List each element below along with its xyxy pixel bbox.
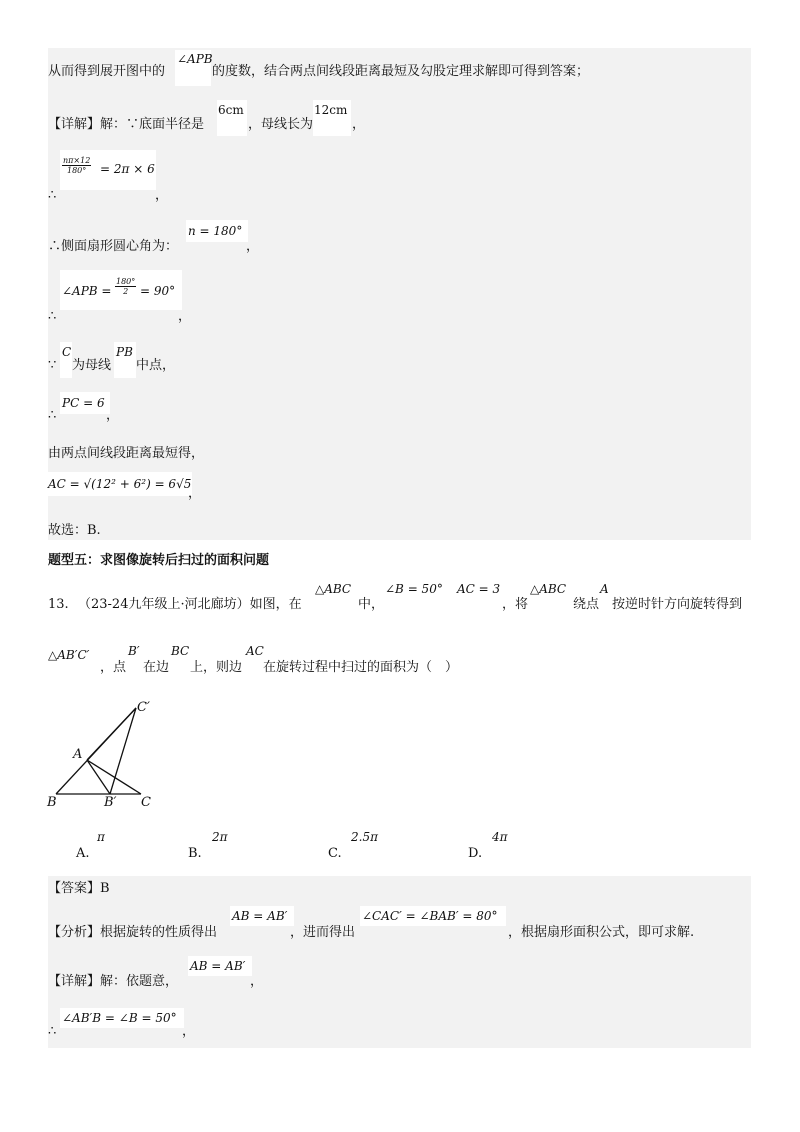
- therefore-symbol: ∴: [48, 408, 57, 423]
- therefore-symbol: ∴: [48, 188, 57, 203]
- math-ac-result: AC = √(12² + 6²) = 6√5: [48, 477, 192, 491]
- analysis-mid: ，进而得出: [290, 925, 356, 940]
- math-ab-eq-2: AB = AB′: [190, 959, 246, 973]
- math-ab-eq: AB = AB′: [232, 909, 288, 923]
- math-slant: 12cm: [314, 103, 348, 117]
- therefore-symbol: ∴: [48, 309, 57, 324]
- math-pb: PB: [116, 345, 133, 359]
- math-tri-abc-2: △ABC: [530, 582, 567, 596]
- section-title: 题型五：求图像旋转后扫过的面积问题: [48, 553, 270, 568]
- sector-line: ∴侧面扇形圆心角为：: [48, 239, 179, 254]
- detail-line-mid: ，母线长为: [248, 117, 314, 132]
- detail-line: 【详解】解：∵底面半径是: [48, 117, 205, 132]
- math-ac-3: AC = 3: [457, 582, 501, 596]
- detail-line: 【详解】解：依题意，: [48, 974, 179, 989]
- comma: ，: [182, 1024, 196, 1039]
- option-d-value: 4π: [492, 830, 508, 844]
- option-a-label: A.: [76, 846, 90, 861]
- q13-source: （23-24九年级上·河北廊坊）如图，在: [78, 597, 302, 612]
- label-b-prime: B′: [104, 795, 117, 810]
- option-b-value: 2π: [212, 830, 228, 844]
- math-c: C: [62, 345, 72, 359]
- option-a-value: π: [97, 830, 105, 844]
- option-d-label: D.: [468, 846, 483, 861]
- math-ac: AC: [246, 644, 264, 658]
- math-radius: 6cm: [218, 103, 244, 117]
- q13-text: 在边: [143, 660, 170, 675]
- math-tri-abc: △ABC: [315, 582, 352, 596]
- math-a: A: [600, 582, 609, 596]
- math-b-prime: B′: [128, 644, 140, 658]
- comma: ，: [106, 408, 120, 423]
- because-symbol: ∵: [48, 358, 57, 373]
- math-angle-b: ∠B = 50°: [385, 582, 443, 596]
- q13-text: 绕点: [573, 597, 600, 612]
- comma: ，: [178, 309, 192, 324]
- comma: ，: [246, 239, 260, 254]
- label-c: C: [141, 795, 151, 810]
- math-eq2-rhs: = 90°: [140, 284, 176, 298]
- detail-line-end: ，: [352, 117, 366, 132]
- analysis-line-cont: 的度数，结合两点间线段距离最短及勾股定理求解即可得到答案；: [212, 64, 590, 79]
- analysis-post: ，根据扇形面积公式，即可求解.: [508, 925, 695, 940]
- math-bc: BC: [171, 644, 190, 658]
- label-c-prime: C′: [137, 700, 150, 715]
- mid-text-end: 中点，: [136, 358, 176, 373]
- math-angle-eq: ∠CAC′ = ∠BAB′ = 80°: [362, 909, 498, 923]
- option-c-label: C.: [328, 846, 342, 861]
- comma: ，: [250, 974, 264, 989]
- math-pc: PC = 6: [62, 396, 105, 410]
- answer-line: 【答案】B: [48, 881, 110, 896]
- math-eq1-rest: = 2π × 6: [100, 162, 155, 176]
- option-b-label: B.: [188, 846, 202, 861]
- therefore-symbol: ∴: [48, 1024, 57, 1039]
- mid-text: 为母线: [72, 358, 112, 373]
- choose-line: 故选：B.: [48, 523, 101, 538]
- q13-text: 在旋转过程中扫过的面积为（ ）: [263, 660, 459, 675]
- math-angle-apb: ∠APB: [177, 52, 213, 66]
- label-a: A: [73, 747, 83, 762]
- shortest-line: 由两点间线段距离最短得，: [48, 446, 205, 461]
- q13-text: 按逆时针方向旋转得到: [612, 597, 743, 612]
- q13-text: 中，: [358, 597, 385, 612]
- comma: ，: [155, 188, 169, 203]
- q13-number: 13.: [48, 597, 69, 612]
- analysis-line: 从而得到展开图中的: [48, 64, 166, 79]
- analysis-line: 【分析】根据旋转的性质得出: [48, 925, 218, 940]
- q13-text: ，点: [100, 660, 127, 675]
- geometry-figure: [44, 698, 164, 818]
- math-n: n = 180°: [188, 224, 243, 238]
- math-eq2-lhs: ∠APB =: [62, 284, 112, 298]
- comma: ，: [188, 486, 202, 501]
- math-tri-abc-prime: △AB′C′: [48, 648, 90, 662]
- option-c-value: 2.5π: [351, 830, 378, 844]
- math-frac-2: $\frac{180^\circ}{2}$: [116, 277, 136, 296]
- label-b: B: [47, 795, 57, 810]
- math-frac-1: $\frac{n\pi\times 12}{180^\circ}$: [63, 156, 91, 175]
- q13-text: 上，则边: [190, 660, 243, 675]
- math-last-angle: ∠AB′B = ∠B = 50°: [62, 1011, 177, 1025]
- q13-text: ，将: [502, 597, 529, 612]
